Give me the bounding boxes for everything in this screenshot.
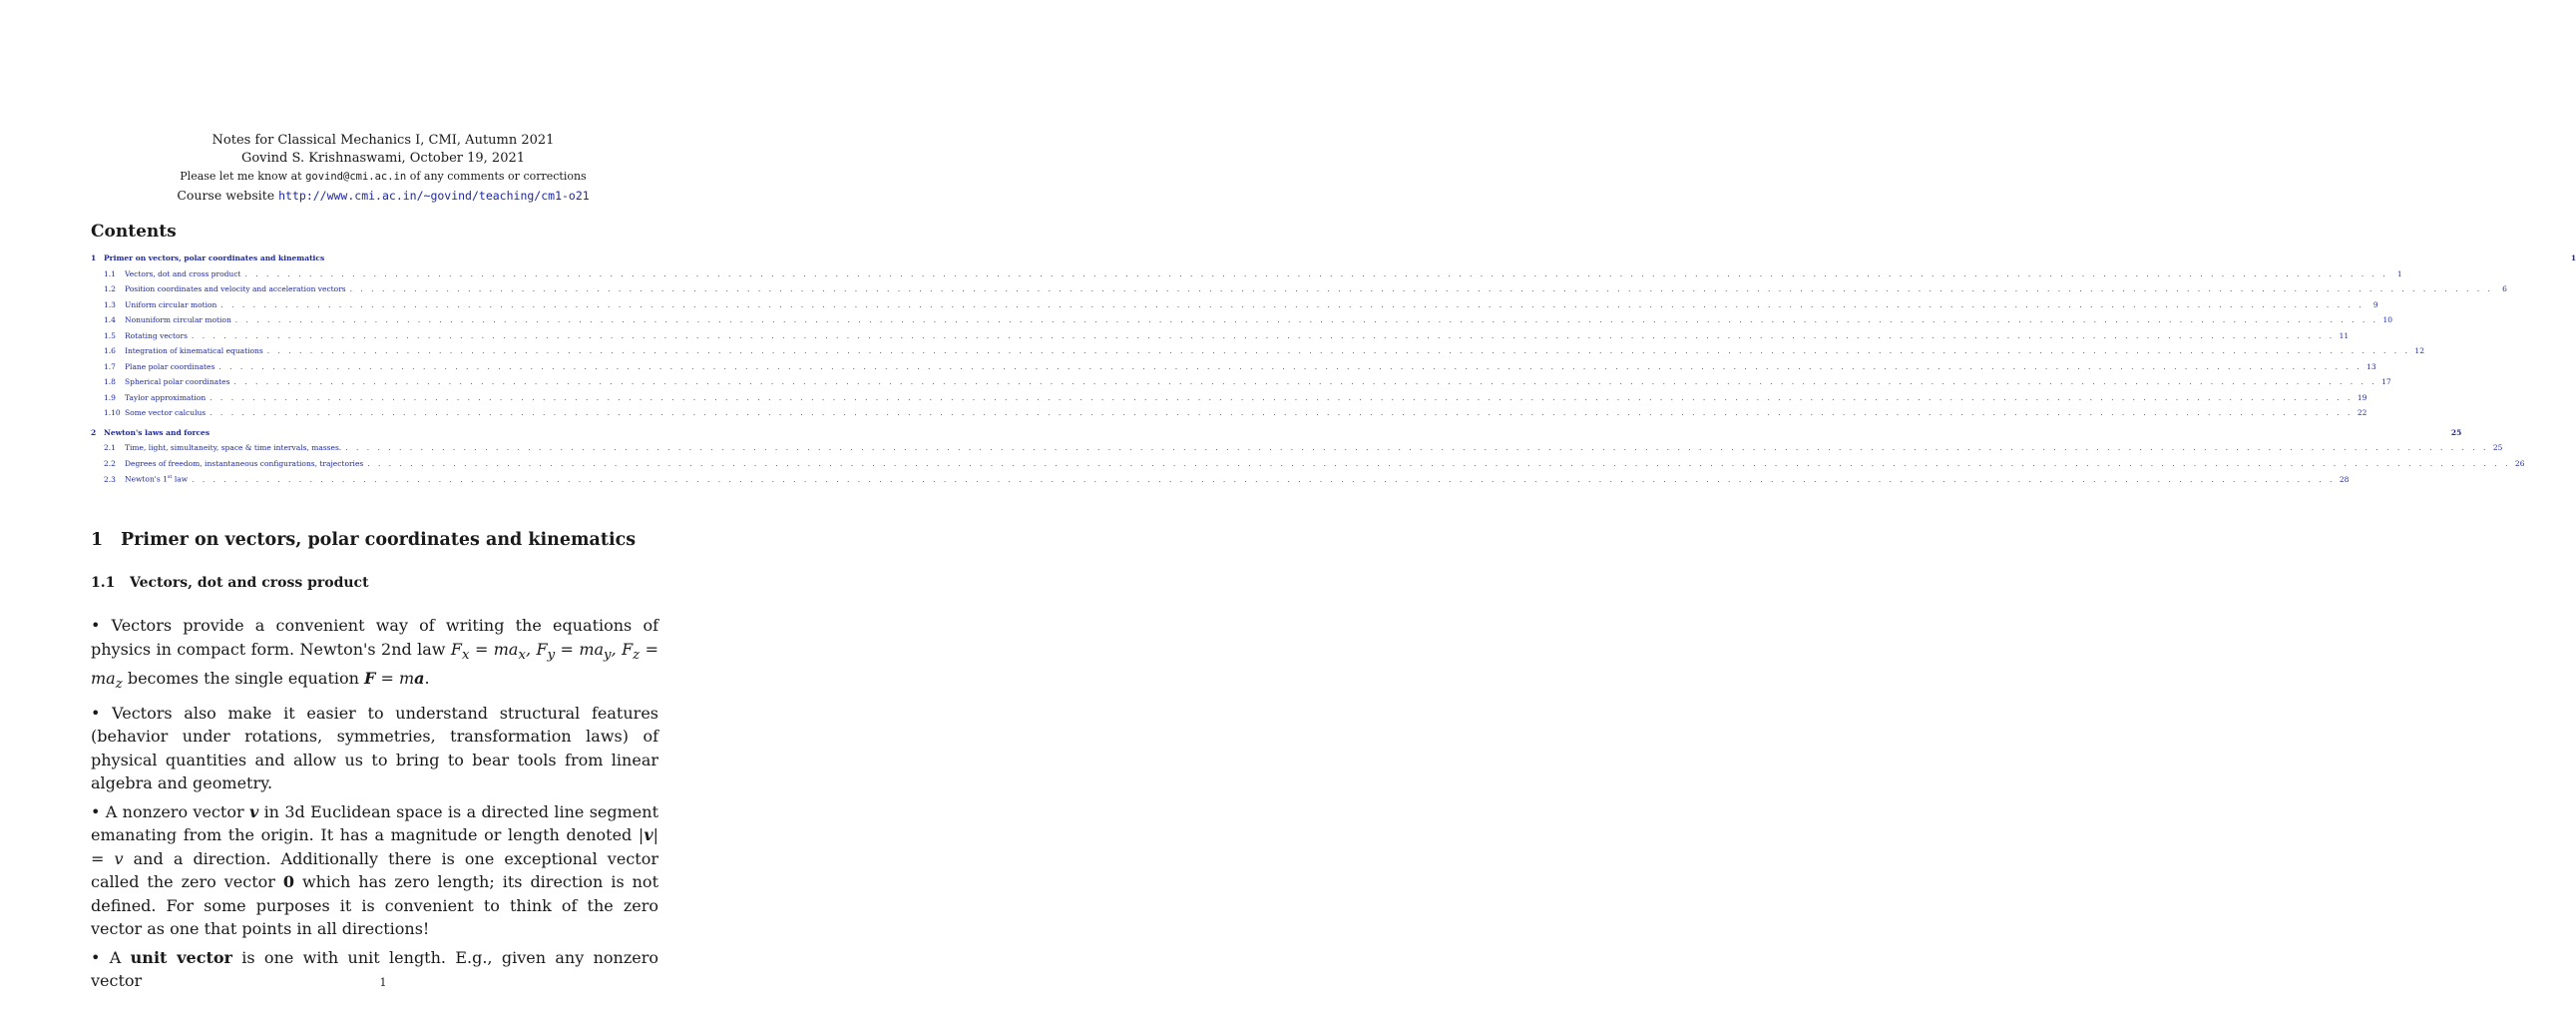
toc-entry-page: 12 xyxy=(2414,346,2424,355)
toc-entry-title: Position coordinates and velocity and acceleration vectors xyxy=(125,284,346,293)
toc-entry-number: 1 xyxy=(91,254,97,262)
toc-entry-number: 1.1 xyxy=(104,268,116,278)
toc-entry-title: Rotating vectors xyxy=(125,330,188,340)
toc-subsection-entry[interactable] xyxy=(91,474,2350,490)
email-address[interactable]: govind@cmi.ac.in xyxy=(305,171,407,183)
toc-leader-dots: . . . . . . . . . . . . . . . . . . . . . . . . . . . . . . . . . . . . . . . . . . . . . . . . . . . . . . . . . . . . . . . . . . . . . . . . . . . . . . . . . . . . . . . . . . . . . . . . . . . . . . . . . . . . . . . . . . . . . . . . . . . . . . . . . . . . . . . . . . . . . . . . . . . . . . . . . . . . . . . . . . . . . . . . . . . . . . . . . . . . . . . . . . . . . . . . . . . . . . . . xyxy=(244,268,2388,278)
toc-leader-dots: . . . . . . . . . . . . . . . . . . . . . . . . . . . . . . . . . . . . . . . . . . . . . . . . . . . . . . . . . . . . . . . . . . . . . . . . . . . . . . . . . . . . . . . . . . . . . . . . . . . . . . . . . . . . . . . . . . . . . . . . . . . . . . . . . . . . . . . . . . . . . . . . . . . . . . . . . . . . . . . . . . . . . . . . . . . . . . . . . . . . . . . . . . . . . . . . . . . . . . . . xyxy=(345,443,2489,452)
toc-entry-number: 1.7 xyxy=(104,361,116,371)
paragraph: • A nonzero vector v in 3d Euclidean space is a directed line segment emanating from the origin. It has a magnitude or length denoted |v| = v and a direction. Additionally there is one exceptional vector called the zero vector 0 which has zero length; its direction is not defined. For some purposes it is convenient to think of the zero vector as one that points in all directions! xyxy=(91,801,658,939)
toc-entry-page: 11 xyxy=(2339,330,2350,340)
toc-entry-number: 2.1 xyxy=(104,443,116,452)
toc-section-entry[interactable] xyxy=(91,254,2576,269)
paragraph: • A unit vector is one with unit length. E.g., given any nonzero vector xyxy=(91,947,658,991)
subsection-heading: 1.1 Vectors, dot and cross product xyxy=(91,575,369,591)
toc-leader-dots: . . . . . . . . . . . . . . . . . . . . . . . . . . . . . . . . . . . . . . . . . . . . . . . . . . . . . . . . . . . . . . . . . . . . . . . . . . . . . . . . . . . . . . . . . . . . . . . . . . . . . . . . . . . . . . . . . . . . . . . . . . . . . . . . . . . . . . . . . . . . . . . . . . . . . . . . . . . . . . . . . . . . . . . . . . . . . . . . . . . . . . . . . . . . . . . . . . . . . . . . xyxy=(192,474,2336,484)
toc-entry-title: Degrees of freedom, instantaneous configurations, trajectories xyxy=(125,458,364,468)
toc-entry-page: 1 xyxy=(2396,268,2402,278)
toc-entry-number: 1.9 xyxy=(104,392,116,402)
toc-subsection-entry[interactable] xyxy=(91,346,2424,362)
toc-entry-page: 25 xyxy=(2492,443,2503,452)
toc-leader-dots: . . . . . . . . . . . . . . . . . . . . . . . . . . . . . . . . . . . . . . . . . . . . . . . . . . . . . . . . . . . . . . . . . . . . . . . . . . . . . . . . . . . . . . . . . . . . . . . . . . . . . . . . . . . . . . . . . . . . . . . . . . . . . . . . . . . . . . . . . . . . . . . . . . . . . . . . . . . . . . . . . . . . . . . . . . . . . . . . . . . . . . . . . . . . . . . . . . . . . . . . xyxy=(220,299,2364,309)
toc-entry-title: Uniform circular motion xyxy=(125,299,217,309)
paragraph: • Vectors provide a convenient way of writing the equations of physics in compact form. Newton's 2nd law $F_x = ma_x$, $F_y = ma_y$, $F_z = ma_z$ becomes the single equation F = ma. xyxy=(91,616,659,693)
toc-entry-number: 1.3 xyxy=(104,299,116,309)
toc-entry-page: 22 xyxy=(2357,408,2367,417)
toc-subsection-entry[interactable] xyxy=(91,284,2507,300)
toc-entry-title: Time, light, simultaneity, space & time intervals, masses. xyxy=(125,443,342,452)
toc-entry-number: 1.2 xyxy=(104,284,116,293)
toc-subsection-entry[interactable] xyxy=(91,315,2393,331)
magnitude-notation: |v| = v xyxy=(91,825,658,868)
toc-entry-page: 19 xyxy=(2357,392,2367,402)
toc-entry-number: 2.3 xyxy=(104,474,116,484)
toc-subsection-entry[interactable] xyxy=(91,268,2402,285)
toc-leader-dots: . . . . . . . . . . . . . . . . . . . . . . . . . . . . . . . . . . . . . . . . . . . . . . . . . . . . . . . . . . . . . . . . . . . . . . . . . . . . . . . . . . . . . . . . . . . . . . . . . . . . . . . . . . . . . . . . . . . . . . . . . . . . . . . . . . . . . . . . . . . . . . . . . . . . . . . . . . . . . . . . . . . . . . . . . . . . . . . . . . . . . . . . . . . . . . . . . . . . . . . . xyxy=(367,458,2511,468)
toc-leader-dots: . . . . . . . . . . . . . . . . . . . . . . . . . . . . . . . . . . . . . . . . . . . . . . . . . . . . . . . . . . . . . . . . . . . . . . . . . . . . . . . . . . . . . . . . . . . . . . . . . . . . . . . . . . . . . . . . . . . . . . . . . . . . . . . . . . . . . . . . . . . . . . . . . . . . . . . . . . . . . . . . . . . . . . . . . . . . . . . . . . . . . . . . . . . . . . . . . . . . . . . . xyxy=(233,377,2377,386)
toc-entry-title: Nonuniform circular motion xyxy=(125,315,231,324)
toc-entry-number: 1.10 xyxy=(104,408,121,417)
newton-component-equations: $F_x = ma_x$, $F_y = ma_y$, $F_z = ma_z$ xyxy=(91,639,659,693)
toc-entry-number: 1.5 xyxy=(104,330,116,340)
toc-entry-page: 6 xyxy=(2502,284,2507,293)
course-website-link[interactable]: http://www.cmi.ac.in/~govind/teaching/cm1-o21 xyxy=(278,189,590,203)
toc-entry-page: 13 xyxy=(2366,361,2376,371)
course-title: Notes for Classical Mechanics I, CMI, Autumn 2021 xyxy=(212,133,555,148)
toc-entry-page: 28 xyxy=(2339,474,2350,484)
toc-entry-title: Primer on vectors, polar coordinates and kinematics xyxy=(104,254,325,262)
toc-subsection-entry[interactable] xyxy=(91,361,2376,378)
toc-entry-page: 1 xyxy=(2570,254,2576,262)
body-text xyxy=(91,614,658,998)
table-of-contents xyxy=(91,254,2576,490)
toc-entry-title: Vectors, dot and cross product xyxy=(125,268,241,278)
toc-entry-number: 2 xyxy=(91,427,97,437)
toc-subsection-entry[interactable] xyxy=(91,443,2503,459)
toc-entry-page: 9 xyxy=(2372,299,2378,309)
toc-entry-number: 1.8 xyxy=(104,377,116,386)
toc-subsection-entry[interactable] xyxy=(91,408,2367,424)
contact-line: Please let me know at govind@cmi.ac.in of any comments or corrections xyxy=(180,170,587,183)
toc-leader-dots: . . . . . . . . . . . . . . . . . . . . . . . . . . . . . . . . . . . . . . . . . . . . . . . . . . . . . . . . . . . . . . . . . . . . . . . . . . . . . . . . . . . . . . . . . . . . . . . . . . . . . . . . . . . . . . . . . . . . . . . . . . . . . . . . . . . . . . . . . . . . . . . . . . . . . . . . . . . . . . . . . . . . . . . . . . . . . . . . . . . . . . . . . . . . . . . . . . . . . . . . xyxy=(191,330,2336,340)
website-line: Course website http://www.cmi.ac.in/~govind/teaching/cm1-o21 xyxy=(177,188,590,203)
toc-entry-page: 10 xyxy=(2382,315,2393,324)
toc-entry-number: 1.4 xyxy=(104,315,116,324)
toc-entry-number: 2.2 xyxy=(104,458,116,468)
paragraph: • Vectors also make it easier to understand structural features (behavior under rotations, symmetries, transformation laws) of physical quantities and allow us to bring to bear tools from linear algebra and geometry. xyxy=(91,703,658,793)
toc-entry-title: Integration of kinematical equations xyxy=(125,346,263,355)
toc-entry-number: 1.6 xyxy=(104,346,116,355)
newton-vector-equation: F = ma xyxy=(364,669,425,689)
toc-entry-title: Plane polar coordinates xyxy=(125,361,215,371)
toc-leader-dots: . . . . . . . . . . . . . . . . . . . . . . . . . . . . . . . . . . . . . . . . . . . . . . . . . . . . . . . . . . . . . . . . . . . . . . . . . . . . . . . . . . . . . . . . . . . . . . . . . . . . . . . . . . . . . . . . . . . . . . . . . . . . . . . . . . . . . . . . . . . . . . . . . . . . . . . . . . . . . . . . . . . . . . . . . . . . . . . . . . . . . . . . . . . . . . . . . . . . . . . . xyxy=(210,392,2354,402)
contents-heading: Contents xyxy=(91,222,177,242)
toc-leader-dots: . . . . . . . . . . . . . . . . . . . . . . . . . . . . . . . . . . . . . . . . . . . . . . . . . . . . . . . . . . . . . . . . . . . . . . . . . . . . . . . . . . . . . . . . . . . . . . . . . . . . . . . . . . . . . . . . . . . . . . . . . . . . . . . . . . . . . . . . . . . . . . . . . . . . . . . . . . . . . . . . . . . . . . . . . . . . . . . . . . . . . . . . . . . . . . . . . . . . . . . . xyxy=(266,346,2410,355)
toc-entry-title: Newton's laws and forces xyxy=(104,427,211,437)
toc-entry-page: 26 xyxy=(2514,458,2525,468)
toc-entry-title: Newton's 1st law xyxy=(125,474,189,484)
toc-entry-title: Taylor approximation xyxy=(125,392,207,402)
section-heading: 1 Primer on vectors, polar coordinates and kinematics xyxy=(91,530,637,550)
toc-entry-page: 17 xyxy=(2381,377,2391,386)
toc-leader-dots: . . . . . . . . . . . . . . . . . . . . . . . . . . . . . . . . . . . . . . . . . . . . . . . . . . . . . . . . . . . . . . . . . . . . . . . . . . . . . . . . . . . . . . . . . . . . . . . . . . . . . . . . . . . . . . . . . . . . . . . . . . . . . . . . . . . . . . . . . . . . . . . . . . . . . . . . . . . . . . . . . . . . . . . . . . . . . . . . . . . . . . . . . . . . . . . . . . . . . . . . xyxy=(218,361,2362,371)
toc-leader-dots: . . . . . . . . . . . . . . . . . . . . . . . . . . . . . . . . . . . . . . . . . . . . . . . . . . . . . . . . . . . . . . . . . . . . . . . . . . . . . . . . . . . . . . . . . . . . . . . . . . . . . . . . . . . . . . . . . . . . . . . . . . . . . . . . . . . . . . . . . . . . . . . . . . . . . . . . . . . . . . . . . . . . . . . . . . . . . . . . . . . . . . . . . . . . . . . . . . . . . . . . xyxy=(349,284,2493,293)
title-block xyxy=(0,132,766,206)
toc-leader-dots: . . . . . . . . . . . . . . . . . . . . . . . . . . . . . . . . . . . . . . . . . . . . . . . . . . . . . . . . . . . . . . . . . . . . . . . . . . . . . . . . . . . . . . . . . . . . . . . . . . . . . . . . . . . . . . . . . . . . . . . . . . . . . . . . . . . . . . . . . . . . . . . . . . . . . . . . . . . . . . . . . . . . . . . . . . . . . . . . . . . . . . . . . . . . . . . . . . . . . . . . xyxy=(210,408,2354,417)
toc-entry-page: 25 xyxy=(2450,427,2462,437)
toc-subsection-entry[interactable] xyxy=(91,377,2391,393)
toc-subsection-entry[interactable] xyxy=(91,299,2378,316)
toc-subsection-entry[interactable] xyxy=(91,458,2525,475)
toc-subsection-entry[interactable] xyxy=(91,392,2367,409)
author-date: Govind S. Krishnaswami, October 19, 2021 xyxy=(240,151,526,166)
toc-entry-title: Spherical polar coordinates xyxy=(125,377,230,386)
page-number: 1 xyxy=(379,976,387,989)
toc-leader-dots: . . . . . . . . . . . . . . . . . . . . . . . . . . . . . . . . . . . . . . . . . . . . . . . . . . . . . . . . . . . . . . . . . . . . . . . . . . . . . . . . . . . . . . . . . . . . . . . . . . . . . . . . . . . . . . . . . . . . . . . . . . . . . . . . . . . . . . . . . . . . . . . . . . . . . . . . . . . . . . . . . . . . . . . . . . . . . . . . . . . . . . . . . . . . . . . . . . . . . . . . xyxy=(234,315,2379,324)
toc-section-entry[interactable] xyxy=(91,427,2462,444)
toc-entry-title: Some vector calculus xyxy=(125,408,207,417)
toc-subsection-entry[interactable] xyxy=(91,330,2350,347)
